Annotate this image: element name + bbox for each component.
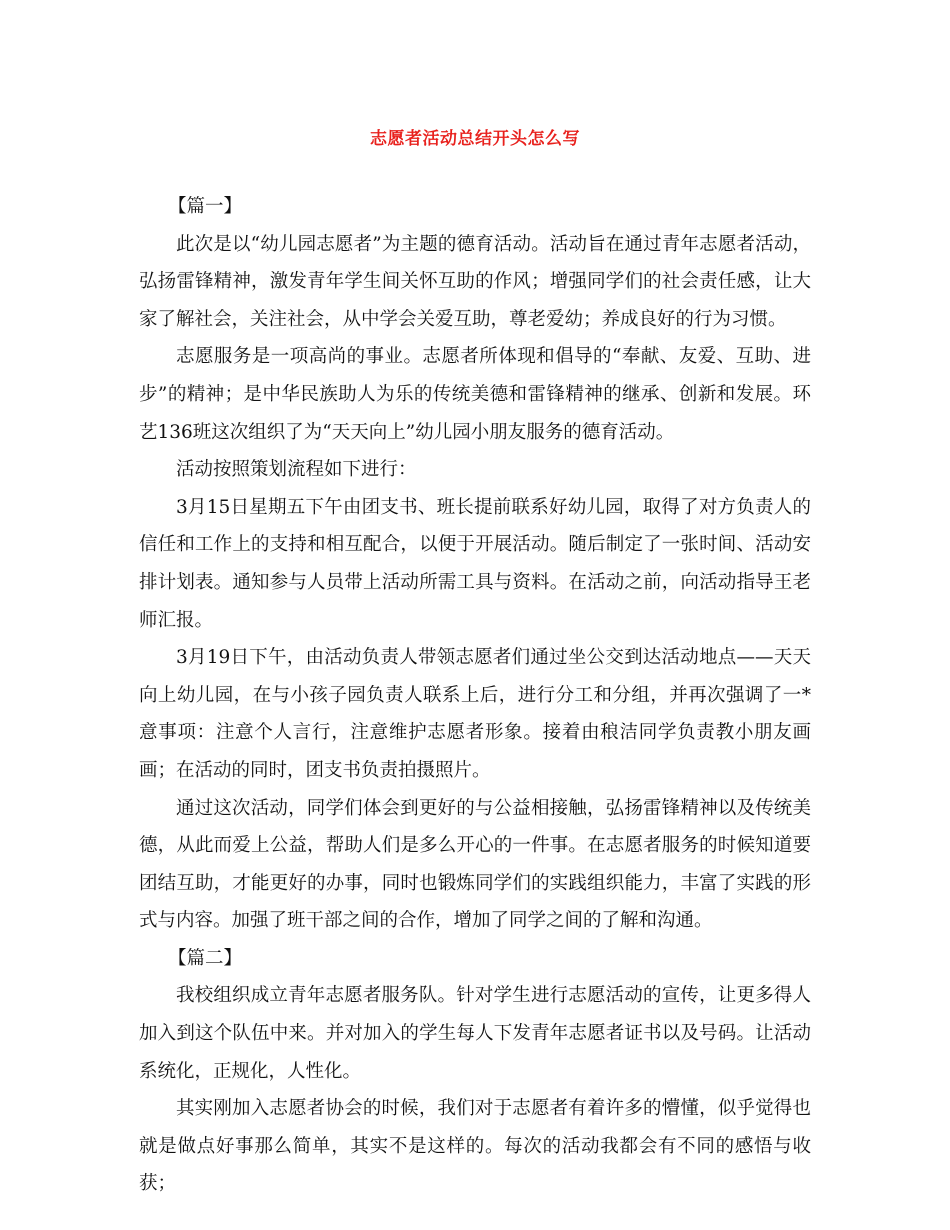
paragraph: 通过这次活动，同学们体会到更好的与公益相接触，弘扬雷锋精神以及传统美德，从此而爱上公益，帮助人们是多么开心的一件事。在志愿者服务的时候知道要团结互助，才能更好的办事，同时也锻炼同学们的实践组织能力，丰富了实践的形式与内容。加强了班干部之间的合作，增加了同学之间的了解和沟通。	[139, 797, 811, 932]
paragraph: 活动按照策划流程如下进行：	[176, 459, 417, 481]
document-title: 志愿者活动总结开头怎么写	[370, 129, 580, 149]
paragraph: 3月19日下午，由活动负责人带领志愿者们通过坐公交到达活动地点——天天向上幼儿园，在与小孩子园负责人联系上后，进行分工和分组，并再次强调了一*意事项：注意个人言行，注意维护志愿者形象。接着由稂洁同学负责教小朋友画画；在活动的同时，团支书负责拍摄照片。	[139, 647, 811, 781]
paragraph: 志愿服务是一项高尚的事业。志愿者所体现和倡导的“奉献、友爱、互助、进步”的精神；是中华民族助人为乐的传统美德和雷锋精神的继承、创新和发展。环艺136班这次组织了为“天天向上”幼儿园小朋友服务的德育活动。	[139, 346, 811, 443]
document-body	[139, 188, 811, 1203]
section-heading-2: 【篇二】	[168, 947, 243, 969]
paragraph: 3月15日星期五下午由团支书、班长提前联系好幼儿园，取得了对方负责人的信任和工作上的支持和相互配合，以便于开展活动。随后制定了一张时间、活动安排计划表。通知参与人员带上活动所需工具与资料。在活动之前，向活动指导王老师汇报。	[139, 496, 811, 631]
paragraph: 其实刚加入志愿者协会的时候，我们对于志愿者有着许多的懵懂，似乎觉得也就是做点好事那么简单，其实不是这样的。每次的活动我都会有不同的感悟与收获；	[139, 1098, 811, 1195]
paragraph: 此次是以“幼儿园志愿者”为主题的德育活动。活动旨在通过青年志愿者活动，弘扬雷锋精神，激发青年学生间关怀互助的作风；增强同学们的社会责任感，让大家了解社会，关注社会，从中学会关爱互助，尊老爱幼；养成良好的行为习惯。	[139, 233, 811, 330]
section-heading-1: 【篇一】	[168, 196, 243, 217]
paragraph: 我校组织成立青年志愿者服务队。针对学生进行志愿活动的宣传，让更多得人加入到这个队伍中来。并对加入的学生每人下发青年志愿者证书以及号码。让活动系统化，正规化，人性化。	[139, 985, 811, 1082]
